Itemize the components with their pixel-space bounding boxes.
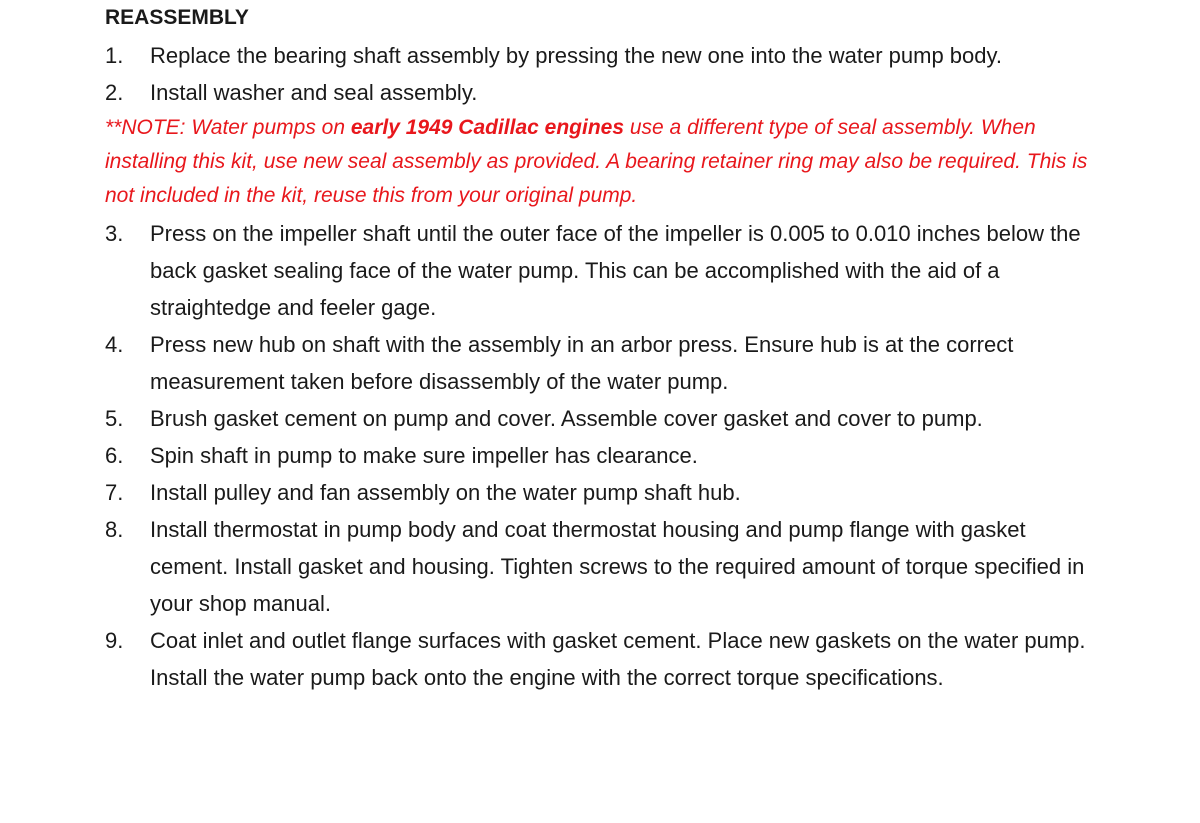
note-suffix: use a different type of seal assembly. When installing this kit, use new seal assembly as provided. A bearing retainer ring may also be required. This is not included in the kit, reuse this from your original pump. bbox=[105, 116, 1088, 207]
step-text: Install washer and seal assembly. bbox=[150, 80, 478, 105]
step-item bbox=[105, 511, 1105, 622]
step-text: Press new hub on shaft with the assembly in an arbor press. Ensure hub is at the correct measurement taken before disassembly of the water pump. bbox=[150, 332, 1014, 394]
step-number: 6. bbox=[105, 443, 124, 468]
step-number: 9. bbox=[105, 628, 124, 653]
step-item bbox=[105, 37, 1105, 74]
step-text: Press on the impeller shaft until the outer face of the impeller is 0.005 to 0.010 inches below the back gasket sealing face of the water pump. This can be accomplished with the aid of a straightedge and feeler gage. bbox=[150, 221, 1081, 320]
step-item bbox=[105, 437, 1105, 474]
step-text: Spin shaft in pump to make sure impeller has clearance. bbox=[150, 443, 698, 468]
note-prefix: **NOTE: Water pumps on bbox=[105, 116, 351, 139]
step-item bbox=[105, 400, 1105, 437]
step-text: Install pulley and fan assembly on the water pump shaft hub. bbox=[150, 480, 741, 505]
step-item bbox=[105, 622, 1105, 696]
step-number: 4. bbox=[105, 332, 124, 357]
step-text: Brush gasket cement on pump and cover. Assemble cover gasket and cover to pump. bbox=[150, 406, 983, 431]
step-item bbox=[105, 474, 1105, 511]
step-number: 2. bbox=[105, 80, 124, 105]
step-item bbox=[105, 215, 1105, 326]
section-heading: REASSEMBLY bbox=[105, 6, 249, 29]
step-text: Coat inlet and outlet flange surfaces with gasket cement. Place new gaskets on the water pump. Install the water pump back onto the engine with the correct torque specifications. bbox=[150, 628, 1086, 690]
step-number: 8. bbox=[105, 517, 124, 542]
step-text: Replace the bearing shaft assembly by pressing the new one into the water pump body. bbox=[150, 43, 1002, 68]
step-item bbox=[105, 326, 1105, 400]
step-text: Install thermostat in pump body and coat thermostat housing and pump flange with gasket cement. Install gasket and housing. Tighten screws to the required amount of torque specified in your shop manual. bbox=[150, 517, 1085, 616]
step-item bbox=[105, 74, 1105, 111]
steps-list-before-note bbox=[105, 37, 1105, 111]
step-number: 5. bbox=[105, 406, 124, 431]
note-highlight: early 1949 Cadillac engines bbox=[350, 116, 625, 139]
warning-note bbox=[105, 111, 1095, 213]
step-number: 1. bbox=[105, 43, 124, 68]
step-number: 3. bbox=[105, 221, 124, 246]
steps-list-after-note bbox=[105, 215, 1105, 696]
step-number: 7. bbox=[105, 480, 124, 505]
